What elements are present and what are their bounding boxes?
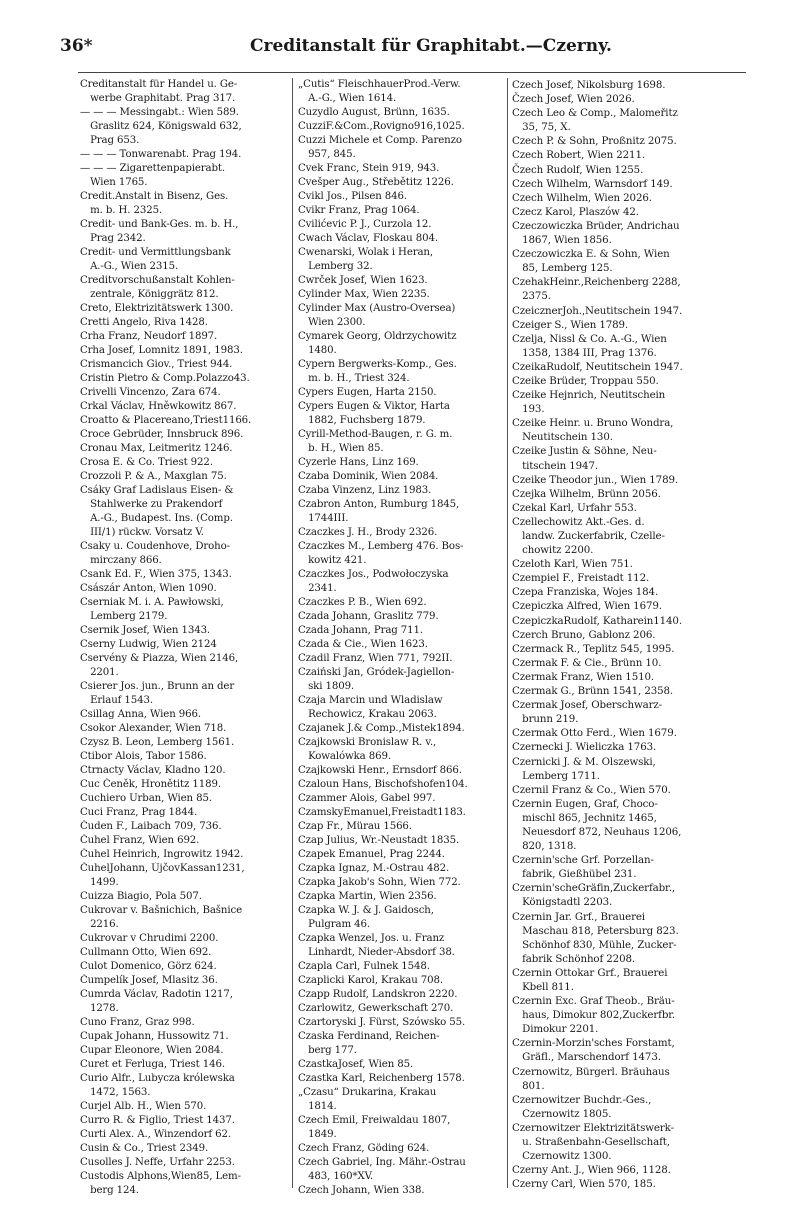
directory-entry-line: Czech Franz, Göding 624. bbox=[298, 1143, 430, 1154]
directory-entry-line: Császár Anton, Wien 1090. bbox=[80, 583, 217, 594]
directory-entry-line: Čuhel Franz, Wien 692. bbox=[80, 835, 200, 846]
directory-entry-line: 2341. bbox=[298, 583, 337, 594]
directory-entry-line: Crkal Václav, Hněwkowitz 867. bbox=[80, 401, 237, 412]
directory-entry-line: berg 177. bbox=[298, 1045, 357, 1056]
directory-entry-line: Dimokur 2201. bbox=[512, 1023, 599, 1036]
directory-entry-line: Cvikl Jos., Pilsen 846. bbox=[298, 191, 407, 202]
directory-entry-line: Czapek Emanuel, Prag 2244. bbox=[298, 849, 445, 860]
directory-entry-line: Erlauf 1543. bbox=[80, 695, 154, 706]
directory-entry-line: chowitz 2200. bbox=[512, 544, 594, 557]
directory-entry-line: Cwrček Josef, Wien 1623. bbox=[298, 275, 428, 286]
directory-entry-line: Czelja, Nissl & Co. A.-G., Wien bbox=[512, 332, 667, 345]
directory-entry-line: Credit- und Vermittlungsbank bbox=[80, 247, 231, 258]
directory-entry-line: A.-G., Wien 2315. bbox=[80, 261, 179, 272]
directory-entry-line: Czaczkes Jos., Podwołoczyska bbox=[298, 569, 449, 580]
directory-entry-line: CzehakHeinr.,Reichenberg 2288, bbox=[512, 276, 681, 289]
directory-entry-line: Czada & Cie., Wien 1623. bbox=[298, 639, 428, 650]
directory-entry-line: — — — Tonwarenabt. Prag 194. bbox=[80, 149, 242, 160]
directory-entry-line: Czapka Wenzel, Jos. u. Franz bbox=[298, 933, 445, 944]
directory-entry-line: Wien 2300. bbox=[298, 317, 366, 328]
page-number: 36* bbox=[60, 36, 93, 56]
column-divider bbox=[292, 78, 293, 1188]
directory-entry-line: Czermak Franz, Wien 1510. bbox=[512, 670, 655, 683]
running-title: Creditanstalt für Graphitabt.—Czerny. bbox=[250, 36, 612, 56]
directory-entry-line: Czartoryski J. Fürst, Szówsko 55. bbox=[298, 1017, 466, 1028]
directory-entry-line: Czernowitzer Buchdr.-Ges., bbox=[512, 1093, 652, 1106]
directory-entry-line: Cuzydlo August, Brünn, 1635. bbox=[298, 107, 450, 118]
directory-entry-line: Rechowicz, Krakau 2063. bbox=[298, 709, 437, 720]
directory-entry-line: Crosa E. & Co. Triest 922. bbox=[80, 457, 213, 468]
directory-entry-line: Curjel Alb. H., Wien 570. bbox=[80, 1101, 207, 1112]
directory-entry-line: Cuc Čeněk, Hronětitz 1189. bbox=[80, 779, 221, 790]
directory-entry-line: Cypers Eugen, Harta 2150. bbox=[298, 387, 437, 398]
directory-entry-line: zentrale, Königgrätz 812. bbox=[80, 289, 219, 300]
header-rule bbox=[78, 72, 746, 73]
directory-entry-line: mirczany 866. bbox=[80, 555, 162, 566]
directory-entry-line: Czap Julius, Wr.-Neustadt 1835. bbox=[298, 835, 460, 846]
directory-entry-line: Graslitz 624, Königswald 632, bbox=[80, 121, 242, 132]
directory-entry-line: Creditvorschußanstalt Kohlen- bbox=[80, 275, 235, 286]
directory-entry-line: Cylinder Max, Wien 2235. bbox=[298, 289, 430, 300]
directory-entry-line: Czapka Martin, Wien 2356. bbox=[298, 891, 437, 902]
directory-entry-line: CzepiczkaRudolf, Katharein1140. bbox=[512, 614, 682, 627]
directory-entry-line: Czernin Exc. Graf Theob., Bräu- bbox=[512, 995, 675, 1008]
directory-entry-line: Crismancich Giov., Triest 944. bbox=[80, 359, 233, 370]
directory-entry-line: mischl 865, Jechnitz 1465, bbox=[512, 811, 657, 824]
directory-entry-line: Czadil Franz, Wien 771, 792II. bbox=[298, 653, 453, 664]
directory-entry-line: „Czasu“ Drukarina, Krakau bbox=[298, 1087, 437, 1098]
directory-entry-line: Csierer Jos. jun., Brunn an der bbox=[80, 681, 235, 692]
directory-entry-line: Czeike Theodor jun., Wien 1789. bbox=[512, 473, 679, 486]
directory-entry-line: Czajkowski Bronislaw R. v., bbox=[298, 737, 437, 748]
directory-entry-line: Csernik Josef, Wien 1343. bbox=[80, 625, 211, 636]
directory-entry-line: „Cutis“ FleischhauerProd.-Verw. bbox=[298, 79, 461, 90]
directory-entry-line: Prag 2342. bbox=[80, 233, 146, 244]
directory-entry-line: Czerch Bruno, Gablonz 206. bbox=[512, 628, 656, 641]
directory-entry-line: Cukrovar v Chrudimi 2200. bbox=[80, 933, 219, 944]
directory-entry-line: 2201. bbox=[80, 667, 119, 678]
directory-entry-line: Cylinder Max (Austro-Oversea) bbox=[298, 303, 456, 314]
directory-entry-line: Kowalówka 869. bbox=[298, 751, 391, 762]
directory-entry-line: Czernin-Morzin'sches Forstamt, bbox=[512, 1037, 675, 1050]
directory-entry-line: Creditanstalt für Handel u. Ge- bbox=[80, 79, 238, 90]
directory-entry-line: A.-G., Wien 1614. bbox=[298, 93, 397, 104]
directory-entry-line: Czapka W. J. & J. Gaidosch, bbox=[298, 905, 434, 916]
directory-entry-line: Czabron Anton, Rumburg 1845, bbox=[298, 499, 460, 510]
directory-entry-line: Lemberg 2179. bbox=[80, 611, 168, 622]
directory-entry-line: kowitz 421. bbox=[298, 555, 367, 566]
directory-entry-line: Neuesdorf 872, Neuhaus 1206, bbox=[512, 825, 682, 838]
directory-entry-line: — — — Messingabt.: Wien 589. bbox=[80, 107, 239, 118]
directory-entry-line: Czaska Ferdinand, Reichen- bbox=[298, 1031, 440, 1042]
directory-entry-line: Czech Gabriel, Ing. Mähr.-Ostrau bbox=[298, 1157, 466, 1168]
directory-entry-line: Csillag Anna, Wien 966. bbox=[80, 709, 201, 720]
directory-entry-line: 1867, Wien 1856. bbox=[512, 234, 612, 247]
directory-entry-line: Cukrovar v. Bašnichich, Bašnice bbox=[80, 905, 242, 916]
directory-entry-line: Czellechowitz Akt.-Ges. d. bbox=[512, 515, 645, 528]
directory-entry-line: Cyzerle Hans, Linz 169. bbox=[298, 457, 419, 468]
directory-entry-line: Gräfl., Marschendorf 1473. bbox=[512, 1051, 661, 1064]
directory-entry-line: Cronau Max, Leitmeritz 1246. bbox=[80, 443, 233, 454]
directory-entry-line: Czaczkes J. H., Brody 2326. bbox=[298, 527, 438, 538]
directory-entry-line: Čuhel Heinrich, Ingrowitz 1942. bbox=[80, 849, 244, 860]
directory-entry-line: Čuden F., Laibach 709, 736. bbox=[80, 821, 222, 832]
directory-entry-line: Cuno Franz, Graz 998. bbox=[80, 1017, 195, 1028]
directory-entry-line: Czeloth Karl, Wien 751. bbox=[512, 558, 633, 571]
directory-entry-line: Czech Josef, Nikolsburg 1698. bbox=[512, 79, 666, 91]
directory-entry-line: Czech Wilhelm, Wien 2026. bbox=[512, 191, 652, 204]
directory-entry-line: Csáky Graf Ladislaus Eisen- & bbox=[80, 485, 234, 496]
directory-entry-line: Czeczowiczka E. & Sohn, Wien bbox=[512, 248, 670, 261]
directory-entry-line: Crha Franz, Neudorf 1897. bbox=[80, 331, 218, 342]
directory-entry-line: Czaloun Hans, Bischofshofen104. bbox=[298, 779, 468, 790]
directory-entry-line: Czysz B. Leon, Lemberg 1561. bbox=[80, 737, 235, 748]
directory-entry-line: brunn 219. bbox=[512, 713, 579, 726]
directory-entry-line: fabrik Schönhof 2208. bbox=[512, 952, 636, 965]
directory-entry-line: Czech Wilhelm, Warnsdorf 149. bbox=[512, 177, 673, 190]
directory-entry-line: Czernowitz 1300. bbox=[512, 1150, 612, 1163]
directory-entry-line: Czapla Carl, Fulnek 1548. bbox=[298, 961, 430, 972]
directory-entry-line: Czech Robert, Wien 2211. bbox=[512, 149, 645, 162]
directory-entry-line: 1480. bbox=[298, 345, 337, 356]
directory-entry-line: Czajanek J.& Comp.,Mistek1894. bbox=[298, 723, 465, 734]
directory-entry-line: Czermak G., Brünn 1541, 2358. bbox=[512, 685, 674, 698]
directory-entry-line: Croatto & Placereano,Triest1166. bbox=[80, 415, 252, 426]
directory-entry-line: Cypern Bergwerks-Komp., Ges. bbox=[298, 359, 457, 370]
directory-entry-line: Ctrnacty Václav, Kladno 120. bbox=[80, 765, 226, 776]
directory-entry-line: Curio Alfr., Lubycza królewska bbox=[80, 1073, 235, 1084]
directory-entry-line: Cypers Eugen & Viktor, Harta bbox=[298, 401, 450, 412]
column-divider bbox=[507, 78, 508, 1188]
directory-entry-line: Crha Josef, Lomnitz 1891, 1983. bbox=[80, 345, 243, 356]
directory-entry-line: Curro R. & Figlio, Triest 1437. bbox=[80, 1115, 235, 1126]
directory-entry-line: Cupak Johann, Hussowitz 71. bbox=[80, 1031, 229, 1042]
directory-entry-line: Czajkowski Henr., Ernsdorf 866. bbox=[298, 765, 462, 776]
directory-entry-line: Cretti Angelo, Riva 1428. bbox=[80, 317, 208, 328]
directory-entry-line: Cuzzi Michele et Comp. Parenzo bbox=[298, 135, 462, 146]
directory-entry-line: Cullmann Otto, Wien 692. bbox=[80, 947, 212, 958]
directory-entry-line: Maschau 818, Petersburg 823. bbox=[512, 924, 679, 937]
directory-entry-line: Czermak F. & Cie., Brünn 10. bbox=[512, 656, 662, 669]
directory-entry-line: — — — Zigarettenpapierabt. bbox=[80, 163, 225, 174]
directory-entry-line: Czapka Jakob's Sohn, Wien 772. bbox=[298, 877, 461, 888]
directory-entry-line: A.-G., Budapest. Ins. (Comp. bbox=[80, 513, 233, 524]
directory-entry-line: CzamskyEmanuel,Freistadt1183. bbox=[298, 807, 466, 818]
directory-entry-line: Czeike Justin & Söhne, Neu- bbox=[512, 445, 657, 458]
directory-entry-line: Czeiger S., Wien 1789. bbox=[512, 318, 629, 331]
directory-entry-line: Cwenarski, Wolak i Heran, bbox=[298, 247, 433, 258]
directory-entry-line: CzastkaJosef, Wien 85. bbox=[298, 1059, 414, 1070]
directory-entry-line: Cvešper Aug., Střebětitz 1226. bbox=[298, 177, 454, 188]
directory-entry-line: Ctibor Alois, Tabor 1586. bbox=[80, 751, 207, 762]
directory-entry-line: Czermak Otto Ferd., Wien 1679. bbox=[512, 727, 677, 740]
directory-entry-line: Czepiczka Alfred, Wien 1679. bbox=[512, 600, 662, 613]
directory-entry-line: Czecz Karol, Plaszów 42. bbox=[512, 205, 639, 218]
directory-entry-line: Czap Fr., Mürau 1566. bbox=[298, 821, 412, 832]
directory-entry-line: 1472, 1563. bbox=[80, 1087, 151, 1098]
directory-entry-line: Czech Johann, Wien 338. bbox=[298, 1185, 425, 1196]
directory-entry-line: Cupar Eleonore, Wien 2084. bbox=[80, 1045, 224, 1056]
directory-entry-line: Kbell 811. bbox=[512, 981, 574, 993]
directory-entry-line: III/1) rückw. Vorsatz V. bbox=[80, 527, 204, 538]
directory-entry-line: Czada Johann, Graslitz 779. bbox=[298, 611, 439, 622]
directory-entry-line: Crozzoli P. & A., Maxglan 75. bbox=[80, 471, 227, 482]
directory-entry-line: Czaplicki Karol, Krakau 708. bbox=[298, 975, 443, 986]
directory-entry-line: Czaczkes P. B., Wien 692. bbox=[298, 597, 427, 608]
directory-entry-line: Czech Leo & Comp., Malomeřitz bbox=[512, 107, 678, 120]
directory-entry-line: Czernil Franz & Co., Wien 570. bbox=[512, 783, 671, 796]
directory-entry-line: Csokor Alexander, Wien 718. bbox=[80, 723, 227, 734]
directory-entry-line: Czaczkes M., Lemberg 476. Bos- bbox=[298, 541, 464, 552]
directory-entry-line: Cyrill-Method-Baugen, r. G. m. bbox=[298, 429, 453, 440]
directory-entry-line: Cservény & Piazza, Wien 2146, bbox=[80, 653, 239, 664]
directory-entry-line: Čzech Rudolf, Wien 1255. bbox=[512, 163, 644, 176]
directory-entry-line: CzeicznerJoh.,Neutitschein 1947. bbox=[512, 304, 683, 317]
directory-entry-line: Cuizza Biagio, Pola 507. bbox=[80, 891, 202, 902]
directory-entry-line: 2216. bbox=[80, 919, 119, 930]
directory-entry-line: Czernin Eugen, Graf, Choco- bbox=[512, 797, 658, 810]
directory-entry-line: Czernowitz, Bürgerl. Bräuhaus bbox=[512, 1065, 670, 1078]
directory-entry-line: Croce Gebrüder, Innsbruck 896. bbox=[80, 429, 244, 440]
directory-entry-line: Czapp Rudolf, Landskron 2220. bbox=[298, 989, 458, 1000]
directory-entry-line: Czekal Karl, Urfahr 553. bbox=[512, 501, 637, 514]
directory-entry-line: Cusolles J. Neffe, Urfahr 2253. bbox=[80, 1157, 235, 1168]
directory-entry-line: Cuci Franz, Prag 1844. bbox=[80, 807, 198, 818]
directory-entry-line: 1358, 1384 III, Prag 1376. bbox=[512, 346, 657, 359]
directory-entry-line: Czech Emil, Freiwaldau 1807, bbox=[298, 1115, 451, 1126]
directory-entry-line: Czernicki J. & M. Olszewski, bbox=[512, 755, 656, 768]
directory-entry-line: Csank Ed. F., Wien 375, 1343. bbox=[80, 569, 232, 580]
directory-entry-line: Cristin Pietro & Comp.Polazzo43. bbox=[80, 373, 250, 384]
directory-entry-line: Cymarek Georg, Oldrzychowitz bbox=[298, 331, 457, 342]
directory-entry-line: Czaba Dominik, Wien 2084. bbox=[298, 471, 439, 482]
directory-entry-line: landw. Zuckerfabrik, Czelle- bbox=[512, 530, 665, 542]
directory-entry-line: Czempiel F., Freistadt 112. bbox=[512, 572, 650, 585]
directory-entry-line: Czepa Franziska, Wojes 184. bbox=[512, 586, 659, 599]
directory-column-2 bbox=[298, 78, 504, 1198]
directory-entry-line: 957, 845. bbox=[298, 149, 356, 160]
directory-entry-line: Czernin'scheGräfin,Zuckerfabr., bbox=[512, 882, 675, 895]
directory-entry-line: Czastka Karl, Reichenberg 1578. bbox=[298, 1073, 465, 1084]
directory-entry-line: haus, Dimokur 802,Zuckerfbr. bbox=[512, 1009, 676, 1022]
directory-entry-line: Neutitschein 130. bbox=[512, 431, 613, 444]
directory-entry-line: Czarlowitz, Gewerkschaft 270. bbox=[298, 1003, 454, 1014]
directory-entry-line: Czaja Marcin und Wladislaw bbox=[298, 695, 443, 706]
directory-entry-line: Cusin & Co., Triest 2349. bbox=[80, 1143, 209, 1154]
directory-entry-line: Czeczowiczka Brüder, Andrichau bbox=[512, 219, 680, 232]
directory-entry-line: Czermack R., Teplitz 545, 1995. bbox=[512, 642, 675, 655]
directory-entry-line: 483, 160*XV. bbox=[298, 1171, 374, 1182]
directory-entry-line: Czernin Jar. Grf., Brauerei bbox=[512, 910, 645, 923]
directory-entry-line: ski 1809. bbox=[298, 681, 355, 692]
directory-entry-line: Czaba Vinzenz, Linz 1983. bbox=[298, 485, 432, 496]
directory-entry-line: Credit.Anstalt in Bisenz, Ges. bbox=[80, 191, 229, 202]
directory-entry-line: Curet et Ferluga, Triest 146. bbox=[80, 1059, 225, 1070]
directory-column-1 bbox=[80, 78, 290, 1198]
directory-entry-line: Schönhof 830, Mühle, Zucker- bbox=[512, 938, 677, 951]
directory-entry-line: Lemberg 1711. bbox=[512, 769, 600, 782]
directory-entry-line: Cserniak M. i. A. Pawłowski, bbox=[80, 597, 224, 608]
directory-entry-line: Czernowitz 1805. bbox=[512, 1107, 612, 1120]
directory-entry-line: Czeike Heinr. u. Bruno Wondra, bbox=[512, 417, 674, 430]
directory-entry-line: Creto, Elektrizitätswerk 1300. bbox=[80, 303, 234, 314]
directory-entry-line: Wien 1765. bbox=[80, 177, 148, 188]
directory-entry-line: Czada Johann, Prag 711. bbox=[298, 625, 424, 636]
directory-entry-line: Culot Domenico, Görz 624. bbox=[80, 961, 217, 972]
directory-entry-line: 1849. bbox=[298, 1129, 337, 1140]
directory-entry-line: 85, Lemberg 125. bbox=[512, 262, 613, 275]
directory-entry-line: Curti Alex. A., Winzendorf 62. bbox=[80, 1129, 231, 1140]
directory-entry-line: Cvek Franc, Stein 919, 943. bbox=[298, 163, 440, 174]
directory-entry-line: Königstadtl 2203. bbox=[512, 896, 613, 909]
directory-entry-line: Cuchiero Urban, Wien 85. bbox=[80, 793, 212, 804]
directory-entry-line: 820, 1318. bbox=[512, 840, 577, 853]
directory-entry-line: Prag 653. bbox=[80, 135, 140, 146]
directory-entry-line: 1499. bbox=[80, 877, 119, 888]
directory-entry-line: Csaky u. Coudenhove, Droho- bbox=[80, 541, 230, 552]
directory-entry-line: Stahlwerke zu Prakendorf bbox=[80, 499, 223, 510]
directory-entry-line: Lemberg 32. bbox=[298, 261, 373, 272]
directory-entry-line: Czejka Wilhelm, Brünn 2056. bbox=[512, 487, 661, 500]
directory-entry-line: Czernecki J. Wieliczka 1763. bbox=[512, 741, 657, 754]
directory-entry-line: 1814. bbox=[298, 1101, 337, 1112]
directory-entry-line: 193. bbox=[512, 403, 545, 416]
directory-entry-line: Czammer Alois, Gabel 997. bbox=[298, 793, 436, 804]
directory-entry-line: 1882, Fuchsberg 1879. bbox=[298, 415, 426, 426]
directory-entry-line: Čzech Josef, Wien 2026. bbox=[512, 93, 635, 106]
directory-entry-line: CuzziF.&Com.,Rovigno916,1025. bbox=[298, 121, 465, 132]
directory-entry-line: 1744III. bbox=[298, 513, 349, 524]
directory-entry-line: m. b. H., Triest 324. bbox=[298, 373, 410, 384]
directory-entry-line: u. Straßenbahn-Gesellschaft, bbox=[512, 1136, 670, 1149]
directory-entry-line: Czerny Carl, Wien 570, 185. bbox=[512, 1178, 656, 1191]
directory-entry-line: Credit- und Bank-Ges. m. b. H., bbox=[80, 219, 239, 230]
directory-entry-line: m. b. H. 2325. bbox=[80, 205, 163, 216]
directory-entry-line: Czernin Ottokar Grf., Brauerei bbox=[512, 966, 668, 979]
directory-entry-line: Czeike Hejnrich, Neutitschein bbox=[512, 389, 666, 402]
directory-entry-line: Linhardt, Nieder-Absdorf 38. bbox=[298, 947, 455, 958]
directory-entry-line: Pulgram 46. bbox=[298, 919, 370, 930]
directory-entry-line: Czeike Brüder, Troppau 550. bbox=[512, 374, 659, 387]
directory-entry-line: Czerny Ant. J., Wien 966, 1128. bbox=[512, 1164, 671, 1177]
directory-entry-line: Crivelli Vincenzo, Zara 674. bbox=[80, 387, 221, 398]
directory-entry-line: 2375. bbox=[512, 290, 551, 303]
directory-entry-line: 1278. bbox=[80, 1003, 119, 1014]
directory-entry-line: CzeikaRudolf, Neutitschein 1947. bbox=[512, 360, 683, 373]
directory-entry-line: Čumpelík Josef, Mlasitz 36. bbox=[80, 975, 218, 986]
directory-entry-line: titschein 1947. bbox=[512, 459, 598, 472]
page-header bbox=[60, 34, 740, 60]
directory-entry-line: ČuhelJohann, ÚjčovKassan1231, bbox=[80, 863, 245, 874]
directory-entry-line: Czapka Ignaz, M.-Ostrau 482. bbox=[298, 863, 450, 874]
directory-entry-line: b. H., Wien 85. bbox=[298, 443, 384, 454]
directory-entry-line: Czernin'sche Grf. Porzellan- bbox=[512, 854, 654, 867]
directory-entry-line: Custodis Alphons,Wien85, Lem- bbox=[80, 1171, 241, 1182]
directory-entry-line: 801. bbox=[512, 1079, 545, 1092]
directory-entry-line: werbe Graphitabt. Prag 317. bbox=[80, 93, 236, 104]
directory-entry-line: Cwach Václav, Floskau 804. bbox=[298, 233, 438, 244]
directory-entry-line: Cserny Ludwig, Wien 2124 bbox=[80, 639, 217, 650]
directory-entry-line: Czaiński Jan, Gródek-Jagiellon- bbox=[298, 667, 455, 678]
directory-entry-line: berg 124. bbox=[80, 1185, 139, 1196]
directory-entry-line: Czech P. & Sohn, Proßnitz 2075. bbox=[512, 135, 677, 148]
directory-entry-line: Czernowitzer Elektrizitätswerk- bbox=[512, 1121, 674, 1134]
directory-entry-line: Cumrda Václav, Radotin 1217, bbox=[80, 989, 233, 1000]
directory-entry-line: 35, 75, X. bbox=[512, 121, 571, 134]
directory-entry-line: Cvikr Franz, Prag 1064. bbox=[298, 205, 420, 216]
directory-column-3 bbox=[512, 78, 724, 1191]
directory-entry-line: fabrik, Gießhübel 231. bbox=[512, 868, 637, 881]
directory-entry-line: Cvilićevic P. J., Curzola 12. bbox=[298, 219, 432, 230]
directory-entry-line: Czermak Josef, Oberschwarz- bbox=[512, 699, 662, 712]
